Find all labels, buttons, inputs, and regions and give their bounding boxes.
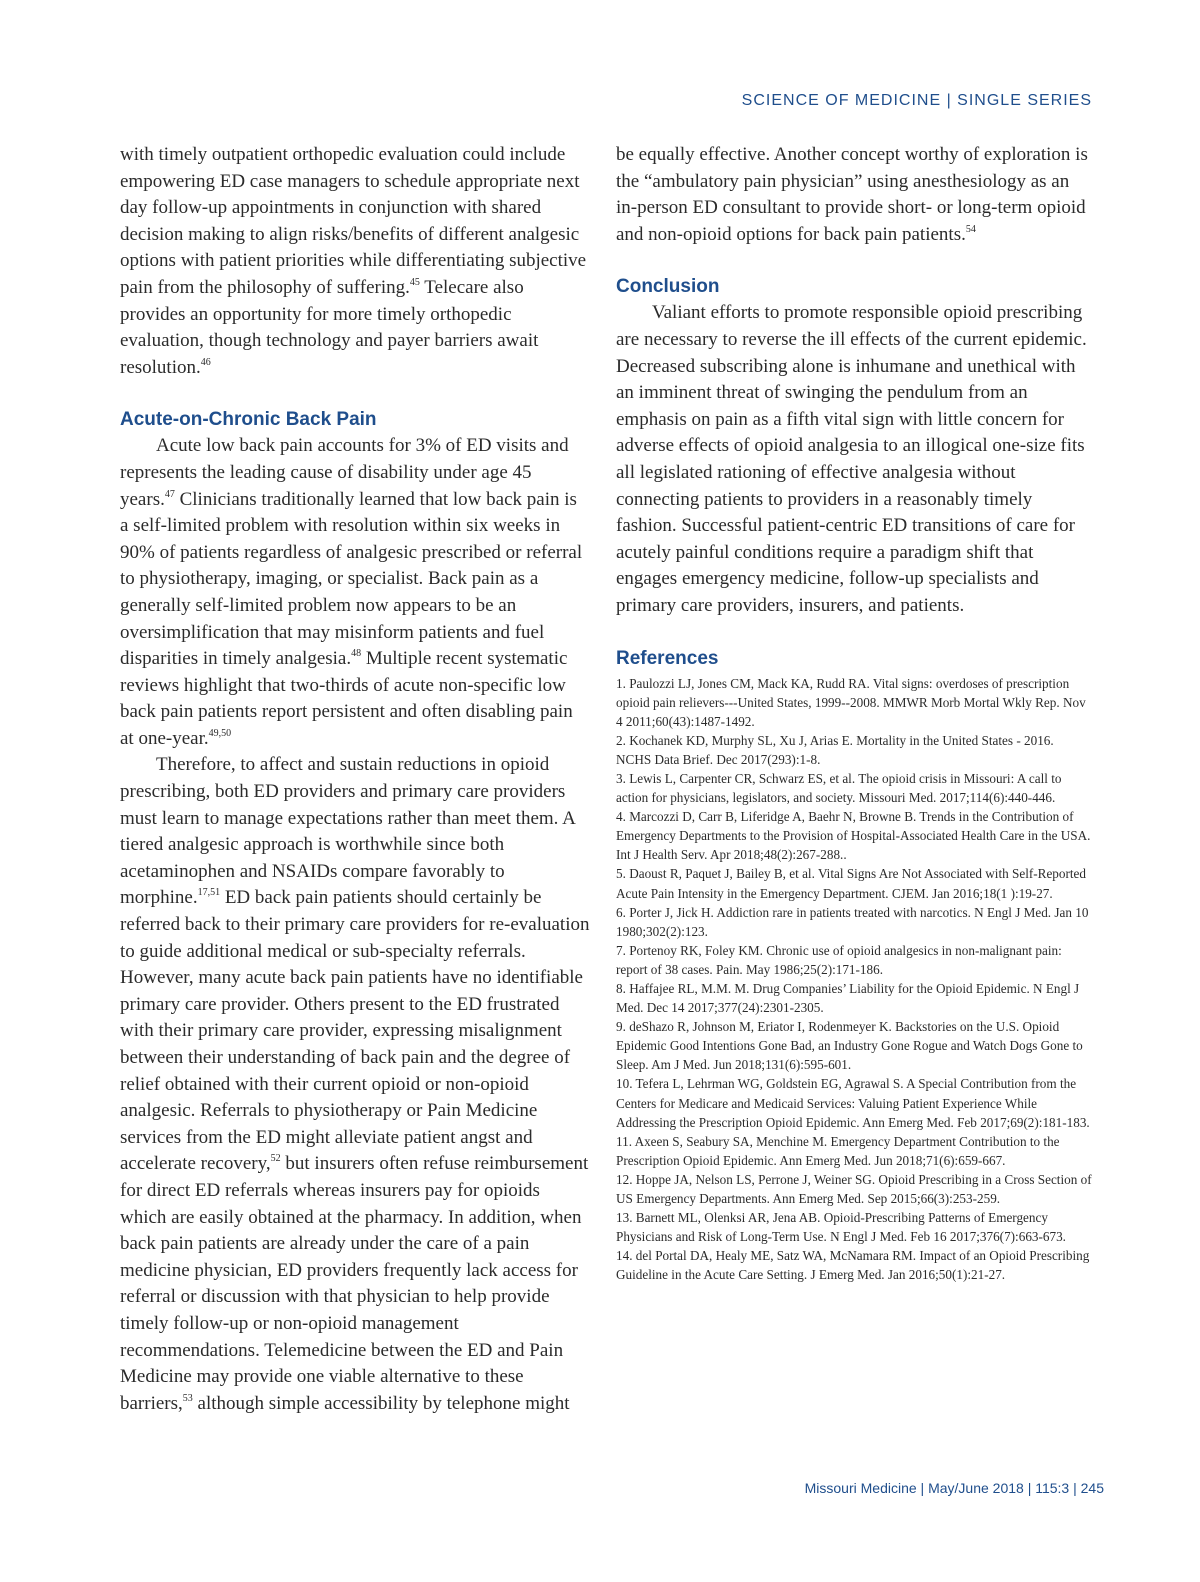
reference-item: 1. Paulozzi LJ, Jones CM, Mack KA, Rudd RA. Vital signs: overdoses of prescription opioid pain relievers---United States, 1999--2008. MMWR Morb Mortal Wkly Rep. Nov 4 2011;60(43):1487-1492. — [616, 675, 1086, 729]
citation: 47 — [164, 488, 175, 500]
section-heading-conclusion: Conclusion — [616, 276, 720, 298]
reference-item: 14. del Portal DA, Healy ME, Satz WA, McNamara RM. Impact of an Opioid Prescribing Guideline in the Acute Care Setting. J Emerg Med. Jan 2016;50(1):21-27. — [616, 1248, 1090, 1283]
citation: 54 — [965, 223, 976, 235]
reference-item: 3. Lewis L, Carpenter CR, Schwarz ES, et al. The opioid crisis in Missouri: A call to action for physicians, legislators, and society. Missouri Med. 2017;114(6):440-446. — [616, 770, 1062, 806]
paragraph-conclusion: Valiant efforts to promote responsible opioid prescribing are necessary to reverse the ill effects of the current epidemic. Decreased subscribing alone is inhumane and unethical with an imminent threat of swinging the pendulum from an emphasis on pain as a fifth vital sign with little concern for adverse effects of opioid analgesia to an illogical one-size fits all legislated rationing of effective analgesia without connecting patients to providers in a reasonably timely fashion. Successful patient-centric ED transitions of care for acutely painful conditions require a paradigm shift that engages emergency medicine, follow-up specialists and primary care providers, insurers, and patients. — [616, 302, 1087, 616]
reference-list — [616, 674, 1092, 1285]
right-column — [616, 142, 1092, 1285]
reference-item: 13. Barnett ML, Olenksi AR, Jena AB. Opioid-Prescribing Patterns of Emergency Physicians and Risk of Long-Term Use. N Engl J Med. Feb 16 2017;376(7):663-673. — [616, 1210, 1066, 1245]
reference-item: 6. Porter J, Jick H. Addiction rare in patients treated with narcotics. N Engl J Med. Jan 10 1980;302(2):123. — [616, 904, 1089, 939]
left-column — [120, 142, 590, 1417]
reference-item: 5. Daoust R, Paquet J, Bailey B, et al. Vital Signs Are Not Associated with Self-Reported Acute Pain Intensity in the Emergency Department. CJEM. Jan 2016;18(1 ):19-27. — [616, 866, 1086, 901]
reference-item: 2. Kochanek KD, Murphy SL, Xu J, Arias E. Mortality in the United States - 2016. NCHS Data Brief. Dec 2017(293):1-8. — [616, 732, 1054, 767]
page-footer: Missouri Medicine | May/June 2018 | 115:3 | 245 — [804, 1480, 1104, 1496]
reference-item: 12. Hoppe JA, Nelson LS, Perrone J, Weiner SG. Opioid Prescribing in a Cross Section of US Emergency Departments. Ann Emerg Med. Sep 2015;66(3):253-259. — [616, 1171, 1092, 1207]
citation: 17,51 — [197, 887, 221, 899]
paragraph-acute-low-back-pain: Acute low back pain accounts for 3% of ED visits and represents the leading cause of disability under age 45 years.$^{47}$ Clinicians traditionally learned that low back pain is a self-limited problem with resolution within six weeks in 90% of patients regardless of analgesic prescribed or referral to physiotherapy, imaging, or specialist. Back pain as a generally self-limited problem now appears to be an oversimplification that may misinform patients and fuel disparities in timely analgesia.$^{48}$ Multiple recent systematic reviews highlight that two-thirds of acute non-specific low back pain patients report persistent and often disabling pain at one-year.$^{49,50}$ — [120, 435, 583, 749]
reference-item: 8. Haffajee RL, M.M. M. Drug Companies’ Liability for the Opioid Epidemic. N Engl J Med. Dec 14 2017;377(24):2301-2305. — [616, 981, 1080, 1016]
citation: 45 — [409, 276, 420, 288]
paragraph-therefore: Therefore, to affect and sustain reductions in opioid prescribing, both ED providers and primary care providers must learn to manage expectations rather than meet them. A tiered analgesic approach is worthwhile since both acetaminophen and NSAIDs compare favorably to morphine.$^{17,51}$ ED back pain patients should certainly be referred back to their primary care providers for re-evaluation to guide additional medical or sub-specialty referrals. However, many acute back pain patients have no identifiable primary care provider. Others present to the ED frustrated with their primary care provider, expressing misalignment between their understanding of back pain and the degree of relief obtained with their current opioid or non-opioid analgesic. Referrals to physiotherapy or Pain Medicine services from the ED might alleviate patient angst and accelerate recovery,$^{52}$ but insurers often refuse reimbursement for direct ED referrals whereas insurers pay for opioids which are easily obtained at the pharmacy. In addition, when back pain patients are already under the care of a pain medicine physician, ED providers frequently lack access for referral or discussion with that physician to help provide timely follow-up or non-opioid management recommendations. Telemedicine between the ED and Pain Medicine may provide one viable alternative to these barriers,$^{53}$ although simple accessibility by telephone might — [120, 754, 590, 1414]
reference-item: 7. Portenoy RK, Foley KM. Chronic use of opioid analgesics in non-malignant pain: report of 38 cases. Pain. May 1986;25(2):171-186. — [616, 942, 1062, 977]
section-heading-references: References — [616, 647, 719, 669]
reference-item: 4. Marcozzi D, Carr B, Liferidge A, Baehr N, Browne B. Trends in the Contribution of Emergency Departments to the Provision of Hospital-Associated Health Care in the USA. Int J Health Serv. Apr 2018;48(2):267-288.. — [616, 809, 1091, 863]
reference-item: 10. Tefera L, Lehrman WG, Goldstein EG, Agrawal S. A Special Contribution from the Centers for Medicare and Medicaid Services: Valuing Patient Experience While Addressing the Prescription Opioid Epidemic. Ann Emerg Med. Feb 2017;69(2):181-183. — [616, 1076, 1090, 1130]
citation: 46 — [200, 356, 211, 368]
running-header: SCIENCE OF MEDICINE | SINGLE SERIES — [741, 92, 1092, 109]
reference-item: 11. Axeen S, Seabury SA, Menchine M. Emergency Department Contribution to the Prescription Opioid Epidemic. Ann Emerg Med. Jun 2018;71(6):659-667. — [616, 1133, 1060, 1168]
citation: 48 — [351, 648, 362, 660]
reference-item: 9. deShazo R, Johnson M, Eriator I, Rodenmeyer K. Backstories on the U.S. Opioid Epidemic Good Intentions Gone Bad, an Industry Gone Rogue and Watch Dogs Gone to Sleep. Am J Med. Jun 2018;131(6):595-601. — [616, 1019, 1083, 1073]
paragraph-equally-effective: be equally effective. Another concept worthy of exploration is the “ambulatory pain physician” using anesthesiology as an in-person ED consultant to provide short- or long-term opioid and non-opioid options for back pain patients.$^{54}$ — [616, 144, 1088, 245]
paragraph-orthopedic-evaluation: with timely outpatient orthopedic evaluation could include empowering ED case managers to schedule appropriate next day follow-up appointments in conjunction with shared decision making to align risks/benefits of different analgesic options with patient priorities while differentiating subjective pain from the philosophy of suffering.$^{45}$ Telecare also provides an opportunity for more timely orthopedic evaluation, though technology and payer barriers await resolution.$^{46}$ — [120, 144, 587, 378]
citation: 49,50 — [208, 727, 232, 739]
citation: 53 — [182, 1392, 193, 1404]
section-heading-acute-on-chronic: Acute-on-Chronic Back Pain — [120, 409, 377, 431]
citation: 52 — [270, 1153, 281, 1165]
